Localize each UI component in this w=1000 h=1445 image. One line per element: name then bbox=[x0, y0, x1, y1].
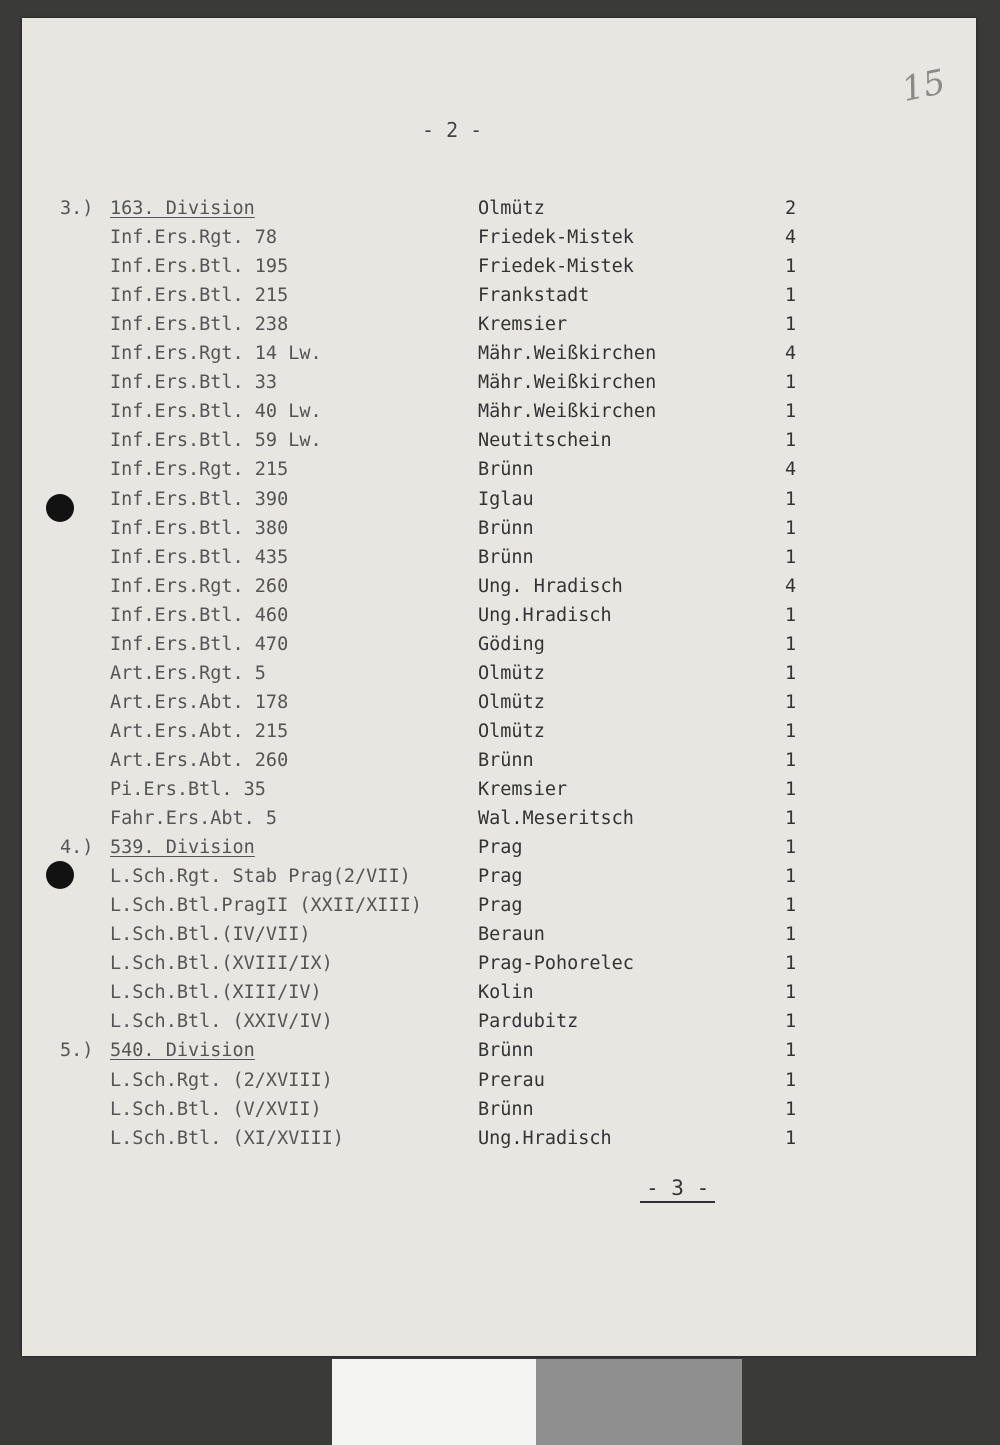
unit-name: Inf.Ers.Btl. 59 Lw. bbox=[110, 430, 322, 452]
color-swatch-gray bbox=[536, 1359, 742, 1445]
unit-name: Inf.Ers.Btl. 238 bbox=[110, 314, 289, 336]
table-row bbox=[22, 866, 976, 895]
location: Kremsier bbox=[478, 314, 568, 336]
table-row bbox=[22, 1128, 976, 1157]
color-swatch-white bbox=[332, 1359, 536, 1445]
count: 1 bbox=[785, 430, 797, 452]
table-row bbox=[22, 576, 976, 605]
table-row bbox=[22, 198, 976, 227]
unit-name: Inf.Ers.Btl. 215 bbox=[110, 285, 289, 307]
location: Prag-Pohorelec bbox=[478, 953, 634, 975]
unit-name: Inf.Ers.Btl. 40 Lw. bbox=[110, 401, 322, 423]
table-row bbox=[22, 372, 976, 401]
count: 1 bbox=[785, 924, 797, 946]
unit-name: Art.Ers.Abt. 178 bbox=[110, 691, 289, 713]
count: 1 bbox=[785, 372, 797, 394]
count: 1 bbox=[785, 285, 797, 307]
location: Prag bbox=[478, 866, 523, 888]
location: Friedek-Mistek bbox=[478, 227, 634, 249]
table-row bbox=[22, 314, 976, 343]
count: 2 bbox=[785, 198, 797, 219]
location: Beraun bbox=[478, 924, 545, 946]
location: Olmütz bbox=[478, 662, 545, 684]
location: Brünn bbox=[478, 517, 534, 539]
table-row bbox=[22, 1070, 976, 1099]
unit-name: 163. Division bbox=[110, 198, 255, 219]
table-row bbox=[22, 1040, 976, 1069]
table-row bbox=[22, 953, 976, 982]
unit-name: L.Sch.Btl.PragII (XXII/XIII) bbox=[110, 895, 422, 917]
table-row bbox=[22, 401, 976, 430]
page-marker: - 2 - bbox=[422, 118, 483, 142]
count: 1 bbox=[785, 691, 797, 713]
unit-name: L.Sch.Btl. (XXIV/IV) bbox=[110, 1011, 333, 1033]
location: Prerau bbox=[478, 1069, 545, 1091]
unit-name: Inf.Ers.Btl. 460 bbox=[110, 604, 289, 626]
unit-name: Inf.Ers.Rgt. 260 bbox=[110, 575, 289, 597]
table-row bbox=[22, 837, 976, 866]
location: Kremsier bbox=[478, 779, 568, 800]
count: 1 bbox=[785, 1040, 797, 1062]
count: 1 bbox=[785, 633, 797, 655]
unit-name: Inf.Ers.Rgt. 78 bbox=[110, 227, 278, 249]
unit-name: L.Sch.Rgt. Stab Prag(2/VII) bbox=[110, 866, 411, 888]
location: Frankstadt bbox=[478, 285, 590, 307]
table-row bbox=[22, 489, 976, 518]
count: 1 bbox=[785, 866, 797, 888]
location: Kolin bbox=[478, 982, 534, 1004]
table-row bbox=[22, 547, 976, 576]
location: Mähr.Weißkirchen bbox=[478, 401, 657, 423]
unit-name: Pi.Ers.Btl. 35 bbox=[110, 779, 266, 800]
unit-name: Art.Ers.Abt. 215 bbox=[110, 720, 289, 742]
folio-number: 15 bbox=[898, 61, 949, 111]
location: Olmütz bbox=[478, 720, 545, 742]
table-row bbox=[22, 750, 976, 779]
location: Ung.Hradisch bbox=[478, 604, 612, 626]
unit-name: 539. Division bbox=[110, 837, 255, 859]
unit-name: L.Sch.Btl.(XVIII/IX) bbox=[110, 953, 333, 975]
location: Neutitschein bbox=[478, 430, 612, 452]
unit-name: Inf.Ers.Btl. 435 bbox=[110, 546, 289, 568]
count: 1 bbox=[785, 779, 797, 800]
location: Iglau bbox=[478, 488, 534, 510]
unit-name: L.Sch.Btl. (V/XVII) bbox=[110, 1098, 322, 1120]
count: 4 bbox=[785, 343, 797, 365]
count: 1 bbox=[785, 314, 797, 336]
location: Mähr.Weißkirchen bbox=[478, 343, 657, 365]
count: 1 bbox=[785, 895, 797, 917]
location: Olmütz bbox=[478, 198, 545, 219]
unit-name: L.Sch.Btl.(IV/VII) bbox=[110, 924, 311, 946]
table-row bbox=[22, 692, 976, 721]
location: Friedek-Mistek bbox=[478, 256, 634, 278]
location: Göding bbox=[478, 633, 545, 655]
table-row bbox=[22, 663, 976, 692]
count: 1 bbox=[785, 1011, 797, 1033]
unit-name: Inf.Ers.Rgt. 215 bbox=[110, 459, 289, 481]
count: 1 bbox=[785, 749, 797, 771]
location: Mähr.Weißkirchen bbox=[478, 372, 657, 394]
location: Brünn bbox=[478, 1098, 534, 1120]
count: 1 bbox=[785, 837, 797, 859]
count: 4 bbox=[785, 575, 797, 597]
location: Prag bbox=[478, 895, 523, 917]
unit-name: L.Sch.Rgt. (2/XVIII) bbox=[110, 1069, 333, 1091]
count: 1 bbox=[785, 808, 797, 830]
count: 1 bbox=[785, 953, 797, 975]
count: 4 bbox=[785, 227, 797, 249]
location: Ung. Hradisch bbox=[478, 575, 623, 597]
row-number: 4.) bbox=[60, 837, 94, 859]
table-row bbox=[22, 518, 976, 547]
unit-name: Art.Ers.Abt. 260 bbox=[110, 749, 289, 771]
table-row bbox=[22, 605, 976, 634]
location: Ung.Hradisch bbox=[478, 1127, 612, 1149]
unit-name: Inf.Ers.Btl. 380 bbox=[110, 517, 289, 539]
unit-name: Inf.Ers.Rgt. 14 Lw. bbox=[110, 343, 322, 365]
location: Brünn bbox=[478, 546, 534, 568]
table-row bbox=[22, 808, 976, 837]
count: 1 bbox=[785, 1069, 797, 1091]
count: 1 bbox=[785, 256, 797, 278]
location: Brünn bbox=[478, 1040, 534, 1062]
table-row bbox=[22, 227, 976, 256]
unit-name: L.Sch.Btl. (XI/XVIII) bbox=[110, 1127, 344, 1149]
table-row bbox=[22, 721, 976, 750]
unit-name: Inf.Ers.Btl. 390 bbox=[110, 488, 289, 510]
count: 4 bbox=[785, 459, 797, 481]
unit-name: Inf.Ers.Btl. 33 bbox=[110, 372, 278, 394]
table-row bbox=[22, 779, 976, 808]
table-row bbox=[22, 285, 976, 314]
table-row bbox=[22, 459, 976, 488]
row-number: 5.) bbox=[60, 1040, 94, 1062]
count: 1 bbox=[785, 604, 797, 626]
count: 1 bbox=[785, 546, 797, 568]
table-row bbox=[22, 634, 976, 663]
location: Olmütz bbox=[478, 691, 545, 713]
unit-name: L.Sch.Btl.(XIII/IV) bbox=[110, 982, 322, 1004]
table-row bbox=[22, 256, 976, 285]
table-row bbox=[22, 982, 976, 1011]
location: Prag bbox=[478, 837, 523, 859]
count: 1 bbox=[785, 401, 797, 423]
unit-name: Art.Ers.Rgt. 5 bbox=[110, 662, 266, 684]
count: 1 bbox=[785, 488, 797, 510]
location: Pardubitz bbox=[478, 1011, 579, 1033]
unit-name: Inf.Ers.Btl. 195 bbox=[110, 256, 289, 278]
count: 1 bbox=[785, 720, 797, 742]
document-page bbox=[22, 18, 976, 1356]
count: 1 bbox=[785, 1098, 797, 1120]
unit-name: 540. Division bbox=[110, 1040, 255, 1062]
table-row bbox=[22, 895, 976, 924]
location: Brünn bbox=[478, 749, 534, 771]
table-row bbox=[22, 1011, 976, 1040]
count: 1 bbox=[785, 982, 797, 1004]
table-row bbox=[22, 430, 976, 459]
count: 1 bbox=[785, 662, 797, 684]
location: Brünn bbox=[478, 459, 534, 481]
unit-name: Inf.Ers.Btl. 470 bbox=[110, 633, 289, 655]
count: 1 bbox=[785, 517, 797, 539]
row-number: 3.) bbox=[60, 198, 94, 219]
table-row bbox=[22, 343, 976, 372]
table-row bbox=[22, 924, 976, 953]
table-row bbox=[22, 1099, 976, 1128]
count: 1 bbox=[785, 1127, 797, 1149]
next-page-marker: - 3 - bbox=[640, 1176, 715, 1203]
location: Wal.Meseritsch bbox=[478, 808, 634, 830]
unit-name: Fahr.Ers.Abt. 5 bbox=[110, 808, 278, 830]
